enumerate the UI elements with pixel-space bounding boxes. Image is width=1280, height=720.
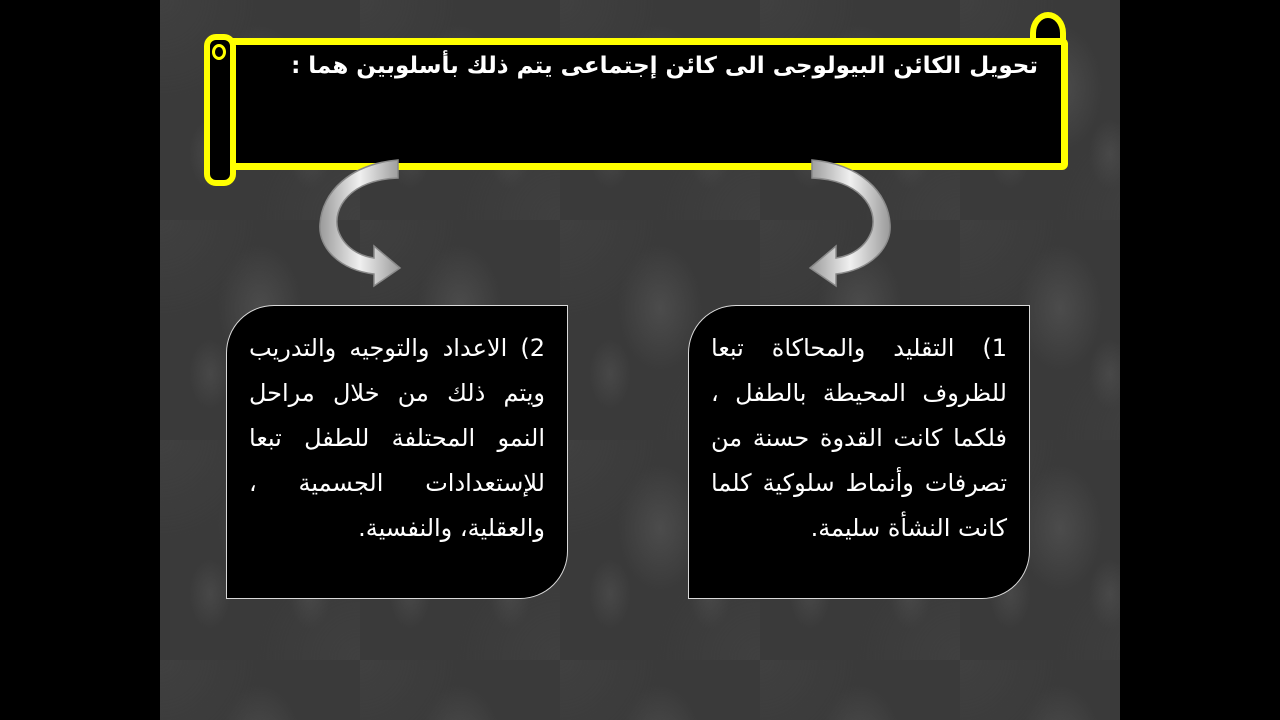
method-2-text: 2) الاعداد والتوجيه والتدريب ويتم ذلك من خلال مراحل النمو المحتلفة للطفل تبعا للإستعدادات الجسمية ، والعقلية، والنفسية. [249,334,545,542]
method-box-1 [688,305,1030,599]
slide-title: تحويل الكائن البيولوجى الى كائن إجتماعى يتم ذلك بأسلوبين هما : [291,53,1038,79]
method-1-text: 1) التقليد والمحاكاة تبعا للظروف المحيطة بالطفل ، فلكما كانت القدوة حسنة من تصرفات وأنماط سلوكية كلما كانت النشأة سليمة. [711,334,1007,542]
curved-arrow-right-icon [800,158,900,288]
scroll-curl-icon [212,44,226,60]
curved-arrow-left-icon [310,158,410,288]
slide [160,0,1120,720]
method-box-2 [226,305,568,599]
